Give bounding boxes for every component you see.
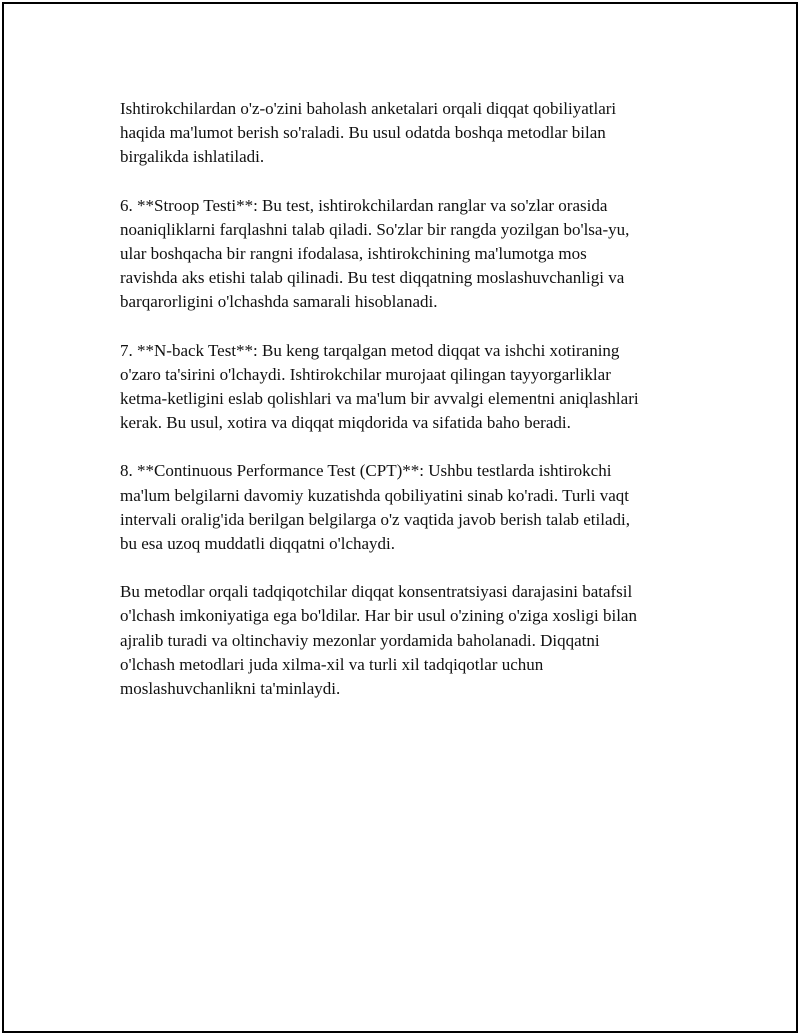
- paragraph-self-report: [120, 97, 700, 170]
- paragraph-n-back-test: [120, 339, 700, 436]
- paragraph-conclusion: [120, 580, 700, 701]
- text-line: o'lchash metodlari juda xilma-xil va turli xil tadqiqotlar uchun: [120, 654, 544, 674]
- text-line: Ishtirokchilardan o'z-o'zini baholash anketalari orqali diqqat qobiliyatlari: [120, 99, 617, 118]
- text-line: Bu metodlar orqali tadqiqotchilar diqqat konsentratsiyasi darajasini batafsil: [120, 582, 633, 602]
- text-line: haqida ma'lumot berish so'raladi. Bu usul odatda boshqa metodlar bilan: [120, 123, 606, 143]
- document-body: [120, 97, 700, 725]
- document-page: [2, 2, 798, 1033]
- text-line: ajralib turadi va oltinchaviy mezonlar yordamida baholanadi. Diqqatni: [120, 630, 600, 650]
- text-line: ravishda aks etishi talab qilinadi. Bu test diqqatning moslashuvchanligi va: [120, 268, 625, 288]
- text-line: bu esa uzoq muddatli diqqatni o'lchaydi.: [120, 534, 396, 554]
- text-line: kerak. Bu usul, xotira va diqqat miqdorida va sifatida baho beradi.: [120, 413, 571, 433]
- paragraph-stroop-test: [120, 194, 700, 315]
- text-line: moslashuvchanlikni ta'minlaydi.: [120, 679, 341, 699]
- text-line: ketma-ketligini eslab qolishlari va ma'lum bir avvalgi elementni aniqlashlari: [120, 389, 639, 409]
- text-line: birgalikda ishlatiladi.: [120, 147, 265, 167]
- text-line: intervali oralig'ida berilgan belgilarga o'z vaqtida javob berish talab etiladi,: [120, 509, 630, 529]
- text-line: o'lchash imkoniyatiga ega bo'ldilar. Har bir usul o'zining o'ziga xosligi bilan: [120, 606, 637, 626]
- paragraph-cpt-test: [120, 459, 700, 556]
- text-line: o'zaro ta'sirini o'lchaydi. Ishtirokchilar murojaat qilingan tayyorgarliklar: [120, 364, 611, 384]
- text-line: 8. **Continuous Performance Test (CPT)**: Ushbu testlarda ishtirokchi: [120, 461, 612, 481]
- text-line: ma'lum belgilarni davomiy kuzatishda qobiliyatini sinab ko'radi. Turli vaqt: [120, 485, 629, 505]
- text-line: 6. **Stroop Testi**: Bu test, ishtirokchilardan ranglar va so'zlar orasida: [120, 195, 608, 215]
- text-line: ular boshqacha bir rangni ifodalasa, ishtirokchining ma'lumotga mos: [120, 244, 587, 264]
- text-line: barqarorligini o'lchashda samarali hisoblanadi.: [120, 292, 438, 312]
- text-line: noaniqliklarni farqlashni talab qiladi. So'zlar bir rangda yozilgan bo'lsa-yu,: [120, 219, 630, 239]
- text-line: 7. **N-back Test**: Bu keng tarqalgan metod diqqat va ishchi xotiraning: [120, 340, 620, 360]
